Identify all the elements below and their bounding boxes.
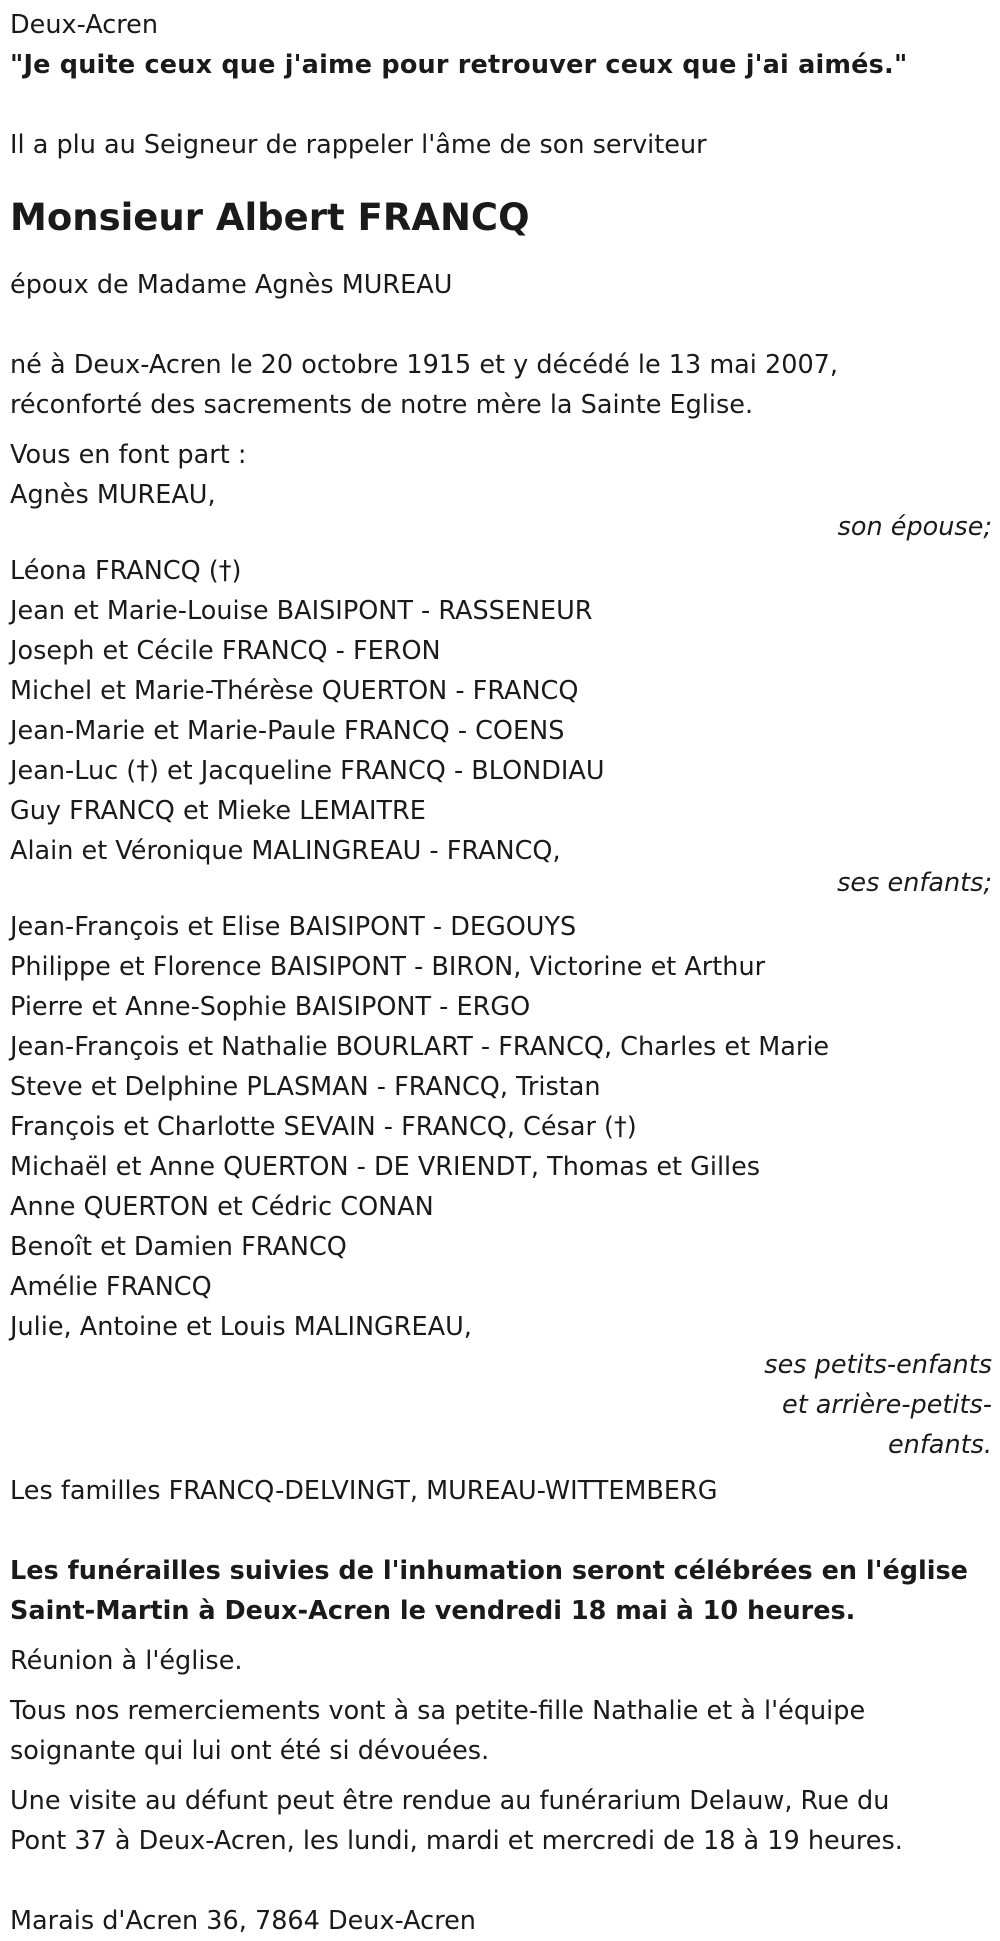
address-line: Marais d'Acren 36, 7864 Deux-Acren <box>10 1906 476 1936</box>
announce-intro: Vous en font part : <box>10 440 247 470</box>
grandchild-entry: Amélie FRANCQ <box>10 1272 212 1302</box>
grandchild-entry: Michaël et Anne QUERTON - DE VRIENDT, Thomas et Gilles <box>10 1152 761 1182</box>
epitaph-quote: "Je quite ceux que j'aime pour retrouver ceux que j'ai aimés." <box>10 50 908 80</box>
deceased-name: Monsieur Albert FRANCQ <box>10 196 530 239</box>
funeral-line-2: Saint-Martin à Deux-Acren le vendredi 18 mai à 10 heures. <box>10 1596 856 1626</box>
grandchild-entry: Jean-François et Elise BAISIPONT - DEGOUYS <box>10 912 577 942</box>
grandchild-entry: François et Charlotte SEVAIN - FRANCQ, César (†) <box>10 1112 637 1142</box>
child-entry: Jean-Marie et Marie-Paule FRANCQ - COENS <box>10 716 565 746</box>
child-entry: Michel et Marie-Thérèse QUERTON - FRANCQ <box>10 676 579 706</box>
child-entry: Guy FRANCQ et Mieke LEMAITRE <box>10 796 426 826</box>
grandchild-entry: Pierre et Anne-Sophie BAISIPONT - ERGO <box>10 992 531 1022</box>
birth-death-line-2: réconforté des sacrements de notre mère la Sainte Eglise. <box>10 390 754 420</box>
grandchild-entry: Jean-François et Nathalie BOURLART - FRANCQ, Charles et Marie <box>10 1032 830 1062</box>
child-entry: Jean et Marie-Louise BAISIPONT - RASSENEUR <box>10 596 593 626</box>
meeting-line: Réunion à l'église. <box>10 1646 243 1676</box>
child-entry: Jean-Luc (†) et Jacqueline FRANCQ - BLONDIAU <box>10 756 605 786</box>
children-section <box>10 551 992 901</box>
child-entry: Léona FRANCQ (†) <box>10 556 242 586</box>
spouse-role: son épouse; <box>837 512 992 542</box>
children-role: ses enfants; <box>837 868 992 898</box>
thanks-line-2: soignante qui lui ont été si dévouées. <box>10 1736 490 1766</box>
funeral-line-1: Les funérailles suivies de l'inhumation seront célébrées en l'église <box>10 1556 968 1586</box>
visit-line-1: Une visite au défunt peut être rendue au funérarium Delauw, Rue du <box>10 1786 890 1816</box>
child-entry: Alain et Véronique MALINGREAU - FRANCQ, <box>10 836 561 866</box>
grandchild-entry: Julie, Antoine et Louis MALINGREAU, <box>10 1312 472 1342</box>
spouse-name: Agnès MUREAU, <box>10 480 216 510</box>
grandchildren-role-line-3: enfants. <box>887 1430 992 1460</box>
grandchildren-role-line-1: ses petits-enfants <box>764 1350 992 1380</box>
child-entry: Joseph et Cécile FRANCQ - FERON <box>10 636 441 666</box>
grandchild-entry: Anne QUERTON et Cédric CONAN <box>10 1192 434 1222</box>
families-line: Les familles FRANCQ-DELVINGT, MUREAU-WITTEMBERG <box>10 1476 718 1506</box>
visit-line-2: Pont 37 à Deux-Acren, les lundi, mardi et mercredi de 18 à 19 heures. <box>10 1826 903 1856</box>
grandchildren-section <box>10 907 992 1465</box>
grandchild-entry: Benoît et Damien FRANCQ <box>10 1232 347 1262</box>
thanks-line-1: Tous nos remerciements vont à sa petite-fille Nathalie et à l'équipe <box>10 1696 866 1726</box>
obituary-notice <box>10 5 992 1941</box>
grandchild-entry: Steve et Delphine PLASMAN - FRANCQ, Tristan <box>10 1072 601 1102</box>
grandchildren-role-line-2: et arrière-petits- <box>782 1390 992 1420</box>
grandchild-entry: Philippe et Florence BAISIPONT - BIRON, Victorine et Arthur <box>10 952 766 982</box>
intro-text: Il a plu au Seigneur de rappeler l'âme de son serviteur <box>10 130 707 160</box>
spouse-line: époux de Madame Agnès MUREAU <box>10 270 453 300</box>
location-header: Deux-Acren <box>10 10 159 40</box>
spouse-section <box>10 475 992 545</box>
birth-death-line-1: né à Deux-Acren le 20 octobre 1915 et y décédé le 13 mai 2007, <box>10 350 839 380</box>
